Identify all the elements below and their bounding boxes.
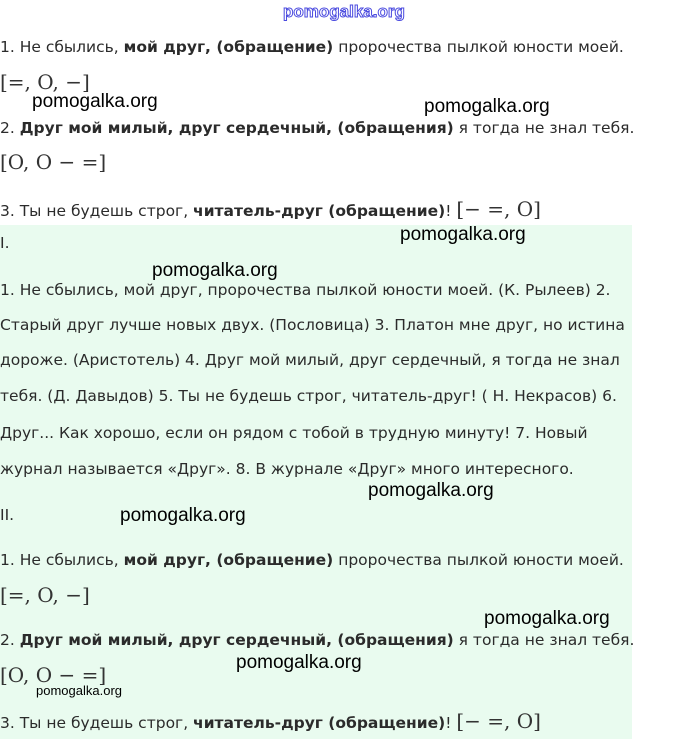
text-line-5: Друг... Как хорошо, если он рядом с тобой в трудную минуту! 7. Новый: [0, 424, 588, 442]
scheme-2: [O, O − =]: [0, 150, 107, 174]
text-line-2: Старый друг лучше новых двух. (Пословица) 3. Платон мне друг, но истина: [0, 316, 625, 334]
watermark-2: pomogalka.org: [424, 96, 550, 117]
sentence-2: 2. Друг мой милый, друг сердечный, (обращения) я тогда не знал тебя.: [0, 119, 635, 137]
scheme-3-repeat: [− =, O]: [456, 709, 541, 733]
watermark-small: pomogalka.org: [36, 683, 122, 698]
watermark-3: pomogalka.org: [400, 224, 526, 245]
scheme-1: [=, O, −]: [0, 70, 90, 94]
watermark-1: pomogalka.org: [32, 91, 158, 112]
watermark-6: pomogalka.org: [120, 505, 246, 526]
scheme-2-repeat: [O, O − =]: [0, 663, 107, 687]
text-line-3: дороже. (Аристотель) 4. Друг мой милый, друг сердечный, я тогда не знал: [0, 351, 620, 369]
scheme-1-repeat: [=, O, −]: [0, 583, 90, 607]
watermark-8: pomogalka.org: [236, 652, 362, 673]
sentence-1-repeat: 1. Не сбылись, мой друг, (обращение) пророчества пылкой юности моей.: [0, 551, 624, 569]
watermark-7: pomogalka.org: [484, 608, 610, 629]
sentence-2-repeat: 2. Друг мой милый, друг сердечный, (обращения) я тогда не знал тебя.: [0, 631, 635, 649]
text-line-6: журнал называется «Друг». 8. В журнале «Друг» много интересного.: [0, 460, 574, 478]
sentence-3: 3. Ты не будешь строг, читатель-друг (обращение)! [− =, O]: [0, 197, 541, 221]
watermark-top: pomogalka.org: [283, 2, 405, 21]
text-line-1: 1. Не сбылись, мой друг, пророчества пылкой юности моей. (К. Рылеев) 2.: [0, 281, 611, 299]
text-line-4: тебя. (Д. Давыдов) 5. Ты не будешь строг, читатель-друг! ( Н. Некрасов) 6.: [0, 387, 617, 405]
scheme-3: [− =, O]: [456, 197, 541, 221]
watermark-4: pomogalka.org: [152, 260, 278, 281]
sentence-1: 1. Не сбылись, мой друг, (обращение) пророчества пылкой юности моей.: [0, 38, 624, 56]
sentence-3-repeat: 3. Ты не будешь строг, читатель-друг (обращение)! [− =, O]: [0, 709, 541, 733]
watermark-5: pomogalka.org: [368, 480, 494, 501]
part-1-label: I.: [0, 234, 10, 252]
part-2-label: II.: [0, 506, 15, 524]
